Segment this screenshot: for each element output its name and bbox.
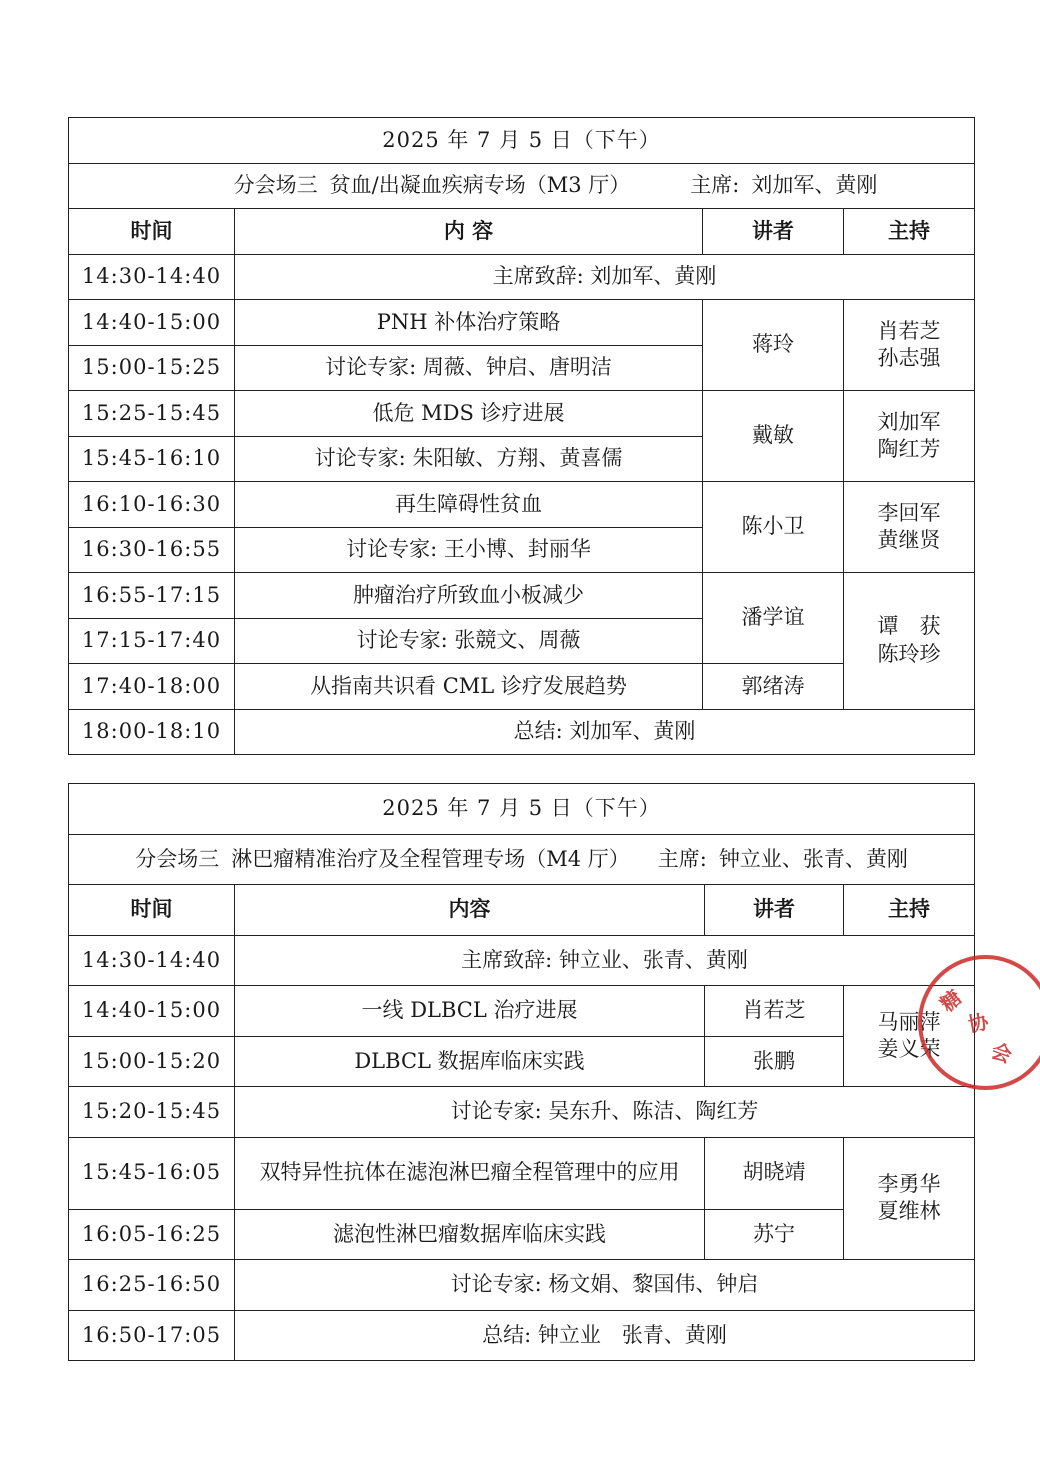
- header-content: 内 容: [235, 209, 703, 255]
- speaker-cell: 胡晓靖: [705, 1137, 844, 1209]
- content-cell: 滤泡性淋巴瘤数据库临床实践: [235, 1209, 705, 1260]
- time-cell: 16:25-16:50: [69, 1260, 235, 1311]
- speaker-cell: 陈小卫: [703, 482, 844, 573]
- session1-chair-label: 主席:: [690, 173, 740, 198]
- content-cell: 讨论专家: 张競文、周薇: [235, 618, 703, 664]
- table-row: [69, 1209, 975, 1260]
- session2-venue: 分会场三: [135, 846, 220, 871]
- time-cell: 16:10-16:30: [69, 482, 235, 528]
- header-host: 主持: [844, 209, 975, 255]
- seal-text: 会: [987, 1038, 1015, 1068]
- header-speaker: 讲者: [703, 209, 844, 255]
- content-cell: 讨论专家: 周薇、钟启、唐明洁: [235, 345, 703, 391]
- table-row: [69, 1310, 975, 1361]
- content-cell: 双特异性抗体在滤泡淋巴瘤全程管理中的应用: [235, 1137, 705, 1209]
- session1-venue-row: [69, 163, 975, 209]
- content-cell: 一线 DLBCL 治疗进展: [235, 986, 705, 1037]
- time-cell: 15:25-15:45: [69, 391, 235, 437]
- table-row: [69, 254, 975, 300]
- host-name: 夏维林: [877, 1199, 941, 1224]
- content-cell: 肿瘤治疗所致血小板减少: [235, 573, 703, 619]
- table-row: [69, 391, 975, 437]
- time-cell: 17:15-17:40: [69, 618, 235, 664]
- content-cell: 讨论专家: 朱阳敏、方翔、黄喜儒: [235, 436, 703, 482]
- host-cell: [844, 391, 975, 482]
- table-row: [69, 986, 975, 1037]
- host-name: 肖若芝: [877, 318, 941, 343]
- content-cell: 再生障碍性贫血: [235, 482, 703, 528]
- host-name: 马丽萍: [877, 1009, 941, 1034]
- header-speaker: 讲者: [705, 885, 844, 936]
- host-cell: [844, 1137, 975, 1260]
- content-cell: 主席致辞: 刘加军、黄刚: [235, 254, 975, 300]
- table-row: [69, 1137, 975, 1209]
- header-time: 时间: [69, 885, 235, 936]
- table-row: [69, 935, 975, 986]
- content-cell: 总结: 刘加军、黄刚: [235, 709, 975, 755]
- host-name: 刘加军: [877, 409, 941, 434]
- table-row: [69, 709, 975, 755]
- session2-chair-label: 主席:: [657, 846, 707, 871]
- table-row: [69, 482, 975, 528]
- time-cell: 16:50-17:05: [69, 1310, 235, 1361]
- time-cell: 15:00-15:20: [69, 1036, 235, 1087]
- table-row: [69, 1260, 975, 1311]
- content-cell: 讨论专家: 王小博、封丽华: [235, 527, 703, 573]
- host-name: 黄继贤: [877, 528, 941, 552]
- speaker-cell: 肖若芝: [705, 986, 844, 1037]
- content-cell: 主席致辞: 钟立业、张青、黄刚: [235, 935, 975, 986]
- time-cell: 15:00-15:25: [69, 345, 235, 391]
- content-cell: PNH 补体治疗策略: [235, 300, 703, 346]
- host-name: 姜义荣: [877, 1037, 941, 1061]
- table-row: [69, 300, 975, 346]
- speaker-cell: 张鹏: [705, 1036, 844, 1087]
- time-cell: 15:20-15:45: [69, 1087, 235, 1138]
- session1-topic: 贫血/出凝血疾病专场（M3 厅）: [329, 173, 631, 198]
- session1-chair-names: 刘加军、黄刚: [751, 173, 878, 198]
- session2-topic: 淋巴瘤精准治疗及全程管理专场（M4 厅）: [231, 846, 630, 871]
- time-cell: 14:40-15:00: [69, 300, 235, 346]
- time-cell: 14:40-15:00: [69, 986, 235, 1037]
- table-row: [69, 1087, 975, 1138]
- session2-chair-names: 钟立业、张青、黄刚: [718, 846, 908, 871]
- host-name: 李回军: [877, 500, 941, 525]
- time-cell: 16:55-17:15: [69, 573, 235, 619]
- content-cell: 低危 MDS 诊疗进展: [235, 391, 703, 437]
- official-seal-stamp: [918, 955, 1040, 1090]
- session1-schedule-table: [68, 117, 975, 755]
- header-content: 内容: [235, 885, 705, 936]
- host-name: 谭 获: [877, 614, 941, 639]
- host-name: 李勇华: [877, 1171, 941, 1196]
- session2-venue-row: [69, 834, 975, 885]
- time-cell: 16:30-16:55: [69, 527, 235, 573]
- session1-date: 2025 年 7 月 5 日（下午）: [69, 118, 975, 164]
- session2-date: 2025 年 7 月 5 日（下午）: [69, 784, 975, 835]
- content-cell: 讨论专家: 杨文娟、黎国伟、钟启: [235, 1260, 975, 1311]
- table-row: [69, 573, 975, 619]
- host-cell: [844, 573, 975, 710]
- table-row: [69, 664, 975, 710]
- content-cell: 总结: 钟立业 张青、黄刚: [235, 1310, 975, 1361]
- speaker-cell: 戴敏: [703, 391, 844, 482]
- time-cell: 15:45-16:05: [69, 1137, 235, 1209]
- host-name: 孙志强: [877, 346, 941, 370]
- speaker-cell: 潘学谊: [703, 573, 844, 664]
- session1-venue: 分会场三: [233, 173, 318, 198]
- table-row: [69, 1036, 975, 1087]
- host-name: 陶红芳: [877, 437, 941, 461]
- header-host: 主持: [844, 885, 975, 936]
- speaker-cell: 蒋玲: [703, 300, 844, 391]
- time-cell: 18:00-18:10: [69, 709, 235, 755]
- speaker-cell: 苏宁: [705, 1209, 844, 1260]
- content-cell: 讨论专家: 吴东升、陈洁、陶红芳: [235, 1087, 975, 1138]
- time-cell: 15:45-16:10: [69, 436, 235, 482]
- content-cell: 从指南共识看 CML 诊疗发展趋势: [235, 664, 703, 710]
- host-cell: [844, 482, 975, 573]
- time-cell: 17:40-18:00: [69, 664, 235, 710]
- speaker-cell: 郭绪涛: [703, 664, 844, 710]
- host-cell: [844, 300, 975, 391]
- time-cell: 14:30-14:40: [69, 254, 235, 300]
- seal-text: 协: [966, 1009, 991, 1037]
- header-time: 时间: [69, 209, 235, 255]
- host-name: 陈玲珍: [877, 641, 941, 666]
- time-cell: 16:05-16:25: [69, 1209, 235, 1260]
- session2-schedule-table: [68, 783, 975, 1361]
- content-cell: DLBCL 数据库临床实践: [235, 1036, 705, 1087]
- seal-text: 糖: [935, 985, 967, 1017]
- time-cell: 14:30-14:40: [69, 935, 235, 986]
